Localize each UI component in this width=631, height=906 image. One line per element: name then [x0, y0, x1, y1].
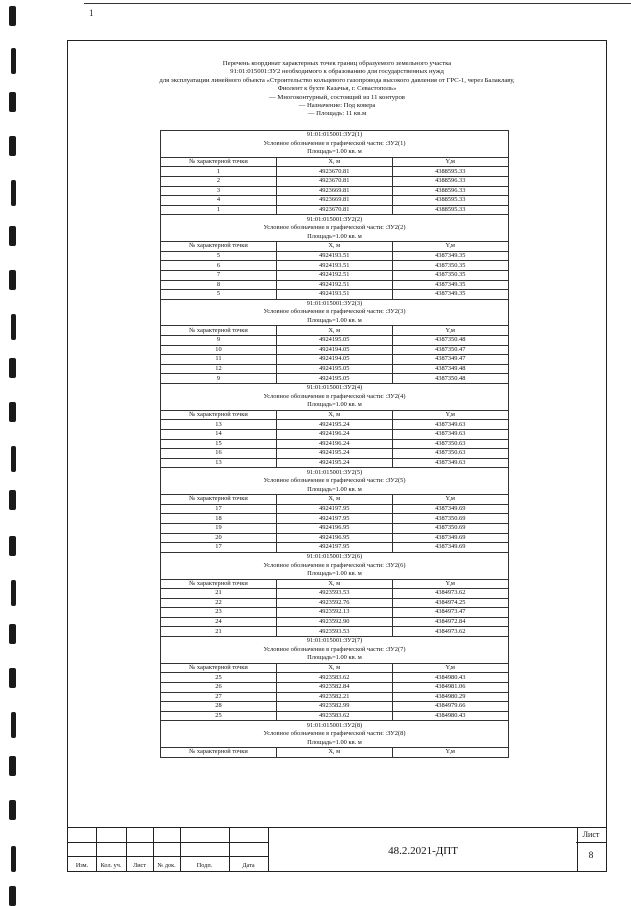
binder-hole-mark — [9, 624, 16, 644]
table-cell: 4387350.35 — [392, 270, 509, 280]
coordinates-table — [160, 130, 509, 758]
table-cell: 4924193.51 — [277, 290, 393, 300]
table-cell: 4388595.33 — [392, 196, 509, 206]
table-row — [161, 439, 509, 449]
table-cell: Условное обозначение в графической части: :ЗУ2(6) — [161, 561, 509, 570]
table-cell: 4384980.43 — [392, 673, 509, 683]
table-cell: Y,м — [392, 157, 509, 167]
binder-hole-mark — [11, 846, 16, 872]
table-row — [161, 608, 509, 618]
stamp-label-sheet: Лист — [133, 862, 146, 869]
table-row — [161, 449, 509, 459]
table-cell: 16 — [161, 449, 277, 459]
table-cell: 4923593.53 — [277, 589, 393, 599]
column-header-row — [161, 410, 509, 420]
table-cell: 4924195.24 — [277, 458, 393, 468]
header-line: Фиолент к бухте Казачья, г. Севастополь» — [277, 85, 397, 93]
section-id-row — [161, 468, 509, 477]
table-cell: № характерной точки — [161, 242, 277, 252]
table-cell: 2 — [161, 176, 277, 186]
column-header-row — [161, 242, 509, 252]
binder-hole-mark — [9, 490, 16, 510]
header-line: — Площадь: 11 кв.м — [307, 110, 367, 118]
table-row — [161, 336, 509, 346]
binder-hole-mark — [11, 48, 16, 74]
table-cell: 4384979.66 — [392, 702, 509, 712]
section-area-row — [161, 148, 509, 157]
section-area-row — [161, 739, 509, 748]
section-area-row — [161, 233, 509, 242]
table-cell: 91:01:015001:ЗУ2(5) — [161, 468, 509, 477]
table-cell: 4924192.51 — [277, 280, 393, 290]
table-cell: 13 — [161, 420, 277, 430]
column-header-row — [161, 157, 509, 167]
section-legend-row — [161, 393, 509, 402]
table-cell: X, м — [277, 495, 393, 505]
table-row — [161, 280, 509, 290]
table-cell: 4387350.69 — [392, 514, 509, 524]
table-cell: 5 — [161, 290, 277, 300]
table-cell: 4924196.95 — [277, 523, 393, 533]
table-cell: 9 — [161, 374, 277, 384]
table-row — [161, 458, 509, 468]
table-cell: Y,м — [392, 579, 509, 589]
binder-hole-mark — [9, 756, 16, 776]
section-legend-row — [161, 140, 509, 149]
table-cell: 4387349.63 — [392, 458, 509, 468]
table-row — [161, 627, 509, 637]
binder-hole-mark — [11, 180, 16, 206]
table-cell: 23 — [161, 608, 277, 618]
binder-hole-mark — [9, 800, 16, 820]
table-row — [161, 251, 509, 261]
binder-hole-mark — [9, 402, 16, 422]
top-rule — [84, 3, 631, 4]
table-cell: 4387349.69 — [392, 543, 509, 553]
table-cell: 4923670.81 — [277, 205, 393, 215]
table-cell: 4924193.51 — [277, 261, 393, 271]
table-cell: № характерной точки — [161, 579, 277, 589]
table-cell: 4388595.33 — [392, 167, 509, 177]
table-row — [161, 702, 509, 712]
table-cell: 4923670.81 — [277, 167, 393, 177]
table-cell: Y,м — [392, 495, 509, 505]
table-row — [161, 692, 509, 702]
binder-hole-mark — [9, 270, 16, 290]
table-cell: 4924197.95 — [277, 543, 393, 553]
table-row — [161, 345, 509, 355]
table-cell: 4387349.69 — [392, 533, 509, 543]
revision-grid — [68, 828, 268, 871]
table-cell: X, м — [277, 326, 393, 336]
section-id-row — [161, 552, 509, 561]
page-corner-mark: 1 — [89, 8, 94, 18]
table-cell: 4387349.47 — [392, 355, 509, 365]
table-row — [161, 598, 509, 608]
table-cell: Условное обозначение в графической части: :ЗУ2(1) — [161, 140, 509, 149]
table-cell: 4923669.81 — [277, 196, 393, 206]
header-line: — Назначение: Под коверa — [298, 102, 376, 110]
table-cell: 4387349.63 — [392, 420, 509, 430]
table-cell: 4924194.05 — [277, 355, 393, 365]
table-cell: 4384973.62 — [392, 589, 509, 599]
table-cell: 25 — [161, 711, 277, 721]
table-cell: 4384980.29 — [392, 692, 509, 702]
table-row — [161, 186, 509, 196]
section-area-row — [161, 654, 509, 663]
table-cell: 4924195.05 — [277, 374, 393, 384]
table-cell: Площадь=1.00 кв. м — [161, 739, 509, 748]
table-cell: 91:01:015001:ЗУ2(7) — [161, 637, 509, 646]
table-cell: 4387349.69 — [392, 504, 509, 514]
table-cell: Площадь=1.00 кв. м — [161, 486, 509, 495]
binder-hole-mark — [9, 6, 16, 26]
table-cell: X, м — [277, 157, 393, 167]
header-line: 91:01:015001:ЗУ2 необходимого к образованию для государственных нужд — [230, 68, 444, 76]
table-cell: 4923582.99 — [277, 702, 393, 712]
table-row — [161, 533, 509, 543]
header-line: — Многоконтурный, состоящий из 11 контуров — [269, 93, 405, 101]
column-header-row — [161, 663, 509, 673]
table-cell: Условное обозначение в графической части: :ЗУ2(2) — [161, 224, 509, 233]
table-cell: 4387350.63 — [392, 439, 509, 449]
table-cell: 1 — [161, 205, 277, 215]
table-cell: 10 — [161, 345, 277, 355]
table-row — [161, 711, 509, 721]
section-legend-row — [161, 730, 509, 739]
section-area-row — [161, 317, 509, 326]
table-cell: 18 — [161, 514, 277, 524]
table-cell: 4387349.35 — [392, 251, 509, 261]
table-cell: 4 — [161, 196, 277, 206]
sheet-label: Лист — [576, 830, 606, 843]
table-cell: 26 — [161, 683, 277, 693]
section-id-row — [161, 637, 509, 646]
table-row — [161, 290, 509, 300]
table-row — [161, 374, 509, 384]
sheet-number: 8 — [588, 851, 594, 861]
binder-hole-mark — [9, 358, 16, 378]
table-cell: 91:01:015001:ЗУ2(4) — [161, 384, 509, 393]
table-cell: X, м — [277, 242, 393, 252]
table-cell: Условное обозначение в графической части: :ЗУ2(8) — [161, 730, 509, 739]
table-cell: 4924195.05 — [277, 364, 393, 374]
table-row — [161, 420, 509, 430]
table-cell: 4923592.13 — [277, 608, 393, 618]
table-cell: 21 — [161, 589, 277, 599]
table-cell: 4387350.69 — [392, 523, 509, 533]
table-cell: 4387349.48 — [392, 364, 509, 374]
document-sheet — [67, 40, 607, 872]
table-cell: 1 — [161, 167, 277, 177]
table-row — [161, 167, 509, 177]
table-cell: Площадь=1.00 кв. м — [161, 570, 509, 579]
table-cell: Y,м — [392, 410, 509, 420]
document-header — [68, 60, 606, 119]
table-row — [161, 261, 509, 271]
table-cell: 21 — [161, 627, 277, 637]
table-cell: 3 — [161, 186, 277, 196]
table-row — [161, 617, 509, 627]
document-code: 48.2.2021-ДПТ — [388, 845, 458, 857]
table-cell: 14 — [161, 430, 277, 440]
table-row — [161, 504, 509, 514]
header-line: для эксплуатации линейного объекта «Строительство кольцевого газопровода высокого давления от ГРС-1, через Балаклаву, — [159, 76, 515, 84]
table-cell: Условное обозначение в графической части: :ЗУ2(4) — [161, 393, 509, 402]
table-cell: 4923592.90 — [277, 617, 393, 627]
section-area-row — [161, 486, 509, 495]
table-cell: 4384972.84 — [392, 617, 509, 627]
section-id-row — [161, 215, 509, 224]
table-cell: X, м — [277, 663, 393, 673]
binder-hole-mark — [9, 92, 16, 112]
table-cell: № характерной точки — [161, 157, 277, 167]
binder-hole-mark — [9, 536, 16, 556]
section-legend-row — [161, 224, 509, 233]
table-cell: № характерной точки — [161, 326, 277, 336]
table-cell: Условное обозначение в графической части: :ЗУ2(5) — [161, 477, 509, 486]
table-row — [161, 514, 509, 524]
section-legend-row — [161, 308, 509, 317]
document-code-cell — [268, 828, 578, 871]
section-id-row — [161, 299, 509, 308]
table-row — [161, 196, 509, 206]
section-id-row — [161, 384, 509, 393]
table-cell: 4924195.24 — [277, 420, 393, 430]
table-cell: Площадь=1.00 кв. м — [161, 233, 509, 242]
table-row — [161, 270, 509, 280]
table-cell: 9 — [161, 336, 277, 346]
table-cell: 13 — [161, 458, 277, 468]
table-cell: 17 — [161, 504, 277, 514]
table-cell: 4924193.51 — [277, 251, 393, 261]
table-cell: 4924196.95 — [277, 533, 393, 543]
table-row — [161, 673, 509, 683]
table-cell: 4388596.33 — [392, 186, 509, 196]
table-cell: 4924197.95 — [277, 504, 393, 514]
table-cell: 17 — [161, 543, 277, 553]
table-cell: 25 — [161, 673, 277, 683]
section-legend-row — [161, 477, 509, 486]
table-cell: 4923583.62 — [277, 711, 393, 721]
table-cell: 4387350.63 — [392, 449, 509, 459]
column-header-row — [161, 748, 509, 758]
table-cell: 20 — [161, 533, 277, 543]
table-cell: 4387350.48 — [392, 374, 509, 384]
table-cell: 4923669.81 — [277, 186, 393, 196]
table-cell: 28 — [161, 702, 277, 712]
table-row — [161, 589, 509, 599]
table-cell: 91:01:015001:ЗУ2(3) — [161, 299, 509, 308]
table-cell: Y,м — [392, 748, 509, 758]
table-cell: 22 — [161, 598, 277, 608]
column-header-row — [161, 495, 509, 505]
table-cell: 4924196.24 — [277, 439, 393, 449]
table-cell: 4923670.81 — [277, 176, 393, 186]
table-cell: 4387349.35 — [392, 280, 509, 290]
table-cell: 91:01:015001:ЗУ2(2) — [161, 215, 509, 224]
table-row — [161, 430, 509, 440]
table-cell: X, м — [277, 579, 393, 589]
table-cell: 4924197.95 — [277, 514, 393, 524]
stamp-label-count: Кол. уч. — [100, 862, 122, 869]
header-line: Перечень координат характерных точек границ образуемого земельного участка — [222, 60, 452, 67]
table-cell: 24 — [161, 617, 277, 627]
binder-hole-mark — [11, 446, 16, 472]
table-cell: 11 — [161, 355, 277, 365]
table-cell: 4924194.05 — [277, 345, 393, 355]
table-cell: 4924195.05 — [277, 336, 393, 346]
table-cell: Y,м — [392, 242, 509, 252]
table-cell: 4384973.62 — [392, 627, 509, 637]
table-cell: 4387349.63 — [392, 430, 509, 440]
table-cell: 4924196.24 — [277, 430, 393, 440]
table-cell: 4923583.62 — [277, 673, 393, 683]
table-cell: 4924192.51 — [277, 270, 393, 280]
binder-hole-mark — [9, 668, 16, 688]
column-header-row — [161, 326, 509, 336]
table-cell: 4387350.48 — [392, 336, 509, 346]
title-block — [68, 827, 606, 871]
table-cell: 4387350.47 — [392, 345, 509, 355]
table-cell: 5 — [161, 251, 277, 261]
section-id-row — [161, 131, 509, 140]
section-area-row — [161, 570, 509, 579]
binder-holes — [4, 0, 26, 904]
table-cell: Площадь=1.00 кв. м — [161, 401, 509, 410]
table-cell: 4384973.47 — [392, 608, 509, 618]
table-cell: 4387349.35 — [392, 290, 509, 300]
table-cell: 8 — [161, 280, 277, 290]
table-cell: Площадь=1.00 кв. м — [161, 317, 509, 326]
binder-hole-mark — [9, 136, 16, 156]
sheet-number-cell — [576, 828, 606, 871]
table-row — [161, 543, 509, 553]
section-area-row — [161, 401, 509, 410]
binder-hole-mark — [11, 712, 16, 738]
stamp-label-date: Дата — [242, 862, 255, 869]
stamp-label-sign: Подп. — [196, 862, 213, 869]
table-cell: Условное обозначение в графической части: :ЗУ2(7) — [161, 646, 509, 655]
table-row — [161, 364, 509, 374]
table-cell: Y,м — [392, 326, 509, 336]
binder-hole-mark — [11, 314, 16, 340]
table-cell: 4923592.76 — [277, 598, 393, 608]
table-cell: 91:01:015001:ЗУ2(6) — [161, 552, 509, 561]
table-cell: 4388595.33 — [392, 205, 509, 215]
table-cell: X, м — [277, 410, 393, 420]
table-cell: 6 — [161, 261, 277, 271]
table-cell: № характерной точки — [161, 410, 277, 420]
binder-hole-mark — [9, 886, 16, 906]
table-cell: 91:01:015001:ЗУ2(8) — [161, 721, 509, 730]
table-cell: 91:01:015001:ЗУ2(1) — [161, 131, 509, 140]
table-cell: 4923593.53 — [277, 627, 393, 637]
table-cell: 27 — [161, 692, 277, 702]
table-cell: 19 — [161, 523, 277, 533]
table-cell: Площадь=1.00 кв. м — [161, 148, 509, 157]
table-cell: 7 — [161, 270, 277, 280]
column-header-row — [161, 579, 509, 589]
binder-hole-mark — [11, 580, 16, 606]
section-id-row — [161, 721, 509, 730]
table-cell: 4923582.21 — [277, 692, 393, 702]
table-cell: № характерной точки — [161, 663, 277, 673]
stamp-label-doc: № док. — [157, 862, 176, 869]
table-cell: 4387350.35 — [392, 261, 509, 271]
table-cell: 4384981.06 — [392, 683, 509, 693]
table-row — [161, 523, 509, 533]
table-cell: X, м — [277, 748, 393, 758]
table-cell: 4924195.24 — [277, 449, 393, 459]
table-cell: 15 — [161, 439, 277, 449]
table-cell: 4384980.43 — [392, 711, 509, 721]
stamp-label-change: Изм. — [75, 862, 89, 869]
section-legend-row — [161, 561, 509, 570]
table-cell: 4923582.84 — [277, 683, 393, 693]
table-row — [161, 176, 509, 186]
table-cell: Площадь=1.00 кв. м — [161, 654, 509, 663]
section-legend-row — [161, 646, 509, 655]
binder-hole-mark — [9, 226, 16, 246]
table-cell: 4388596.33 — [392, 176, 509, 186]
table-row — [161, 355, 509, 365]
table-cell: № характерной точки — [161, 748, 277, 758]
table-cell: № характерной точки — [161, 495, 277, 505]
table-cell: Условное обозначение в графической части: :ЗУ2(3) — [161, 308, 509, 317]
table-cell: 12 — [161, 364, 277, 374]
table-row — [161, 205, 509, 215]
table-cell: 4384974.25 — [392, 598, 509, 608]
table-cell: Y,м — [392, 663, 509, 673]
table-row — [161, 683, 509, 693]
